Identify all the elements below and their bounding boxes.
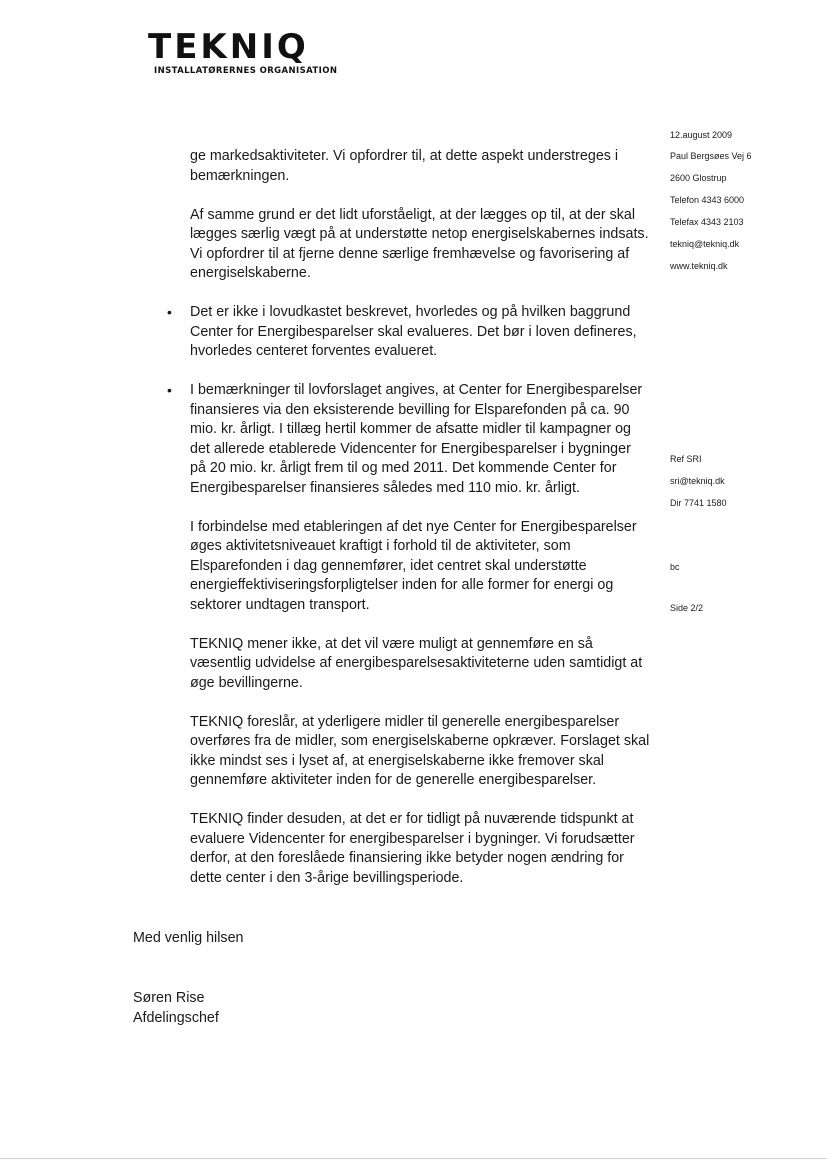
bullet-financing — [167, 381, 650, 498]
paragraph-activity-level: I forbindelse med etableringen af det nye Center for Energibesparelser øges aktivitetsniveauet kraftigt i forhold til de aktiviteter, som Elsparefonden i dag gennemfører, idet centret skal understøtte energieffektiviseringsforpligtelser inden for alle former for energi og sektorer undtagen transport. — [190, 518, 637, 613]
page-number: Side 2/2 — [670, 603, 704, 613]
signer-name: Søren Rise — [133, 990, 205, 1006]
sender-address: Paul Bergsøes Vej 6 — [670, 151, 752, 161]
logo-subtitle: INSTALLATØRERNES ORGANISATION — [154, 66, 338, 76]
signer-title: Afdelingschef — [133, 1010, 219, 1026]
paragraph-knowledge-center: TEKNIQ finder desuden, at det er for tidligt på nuværende tidspunkt at evaluere Videncenter for energibesparelser i bygninger. Vi forudsætter derfor, at den foreslåede finansiering ikke betyder nogen ændring for dette center i den 3-årige bevillingsperiode. — [190, 811, 635, 886]
tekniq-logo — [148, 28, 337, 76]
paragraph-proposal: TEKNIQ foreslår, at yderligere midler til generelle energibesparelser overføres fra de midler, som energiselskaberne opkræver. Forslaget skal ikke mindst ses i lyset af, at energiselskaberne ikke fremover skal gennemføre aktiviteter inden for de generelle energibesparelser. — [190, 713, 650, 788]
bullet-evaluation — [167, 303, 650, 362]
bullet-text: Det er ikke i lovudkastet beskrevet, hvorledes og på hvilken baggrund Center for Energibesparelser skal evalueres. Det bør i loven defineres, hvorledes centeret forventes evalueret. — [190, 304, 637, 359]
sender-email: tekniq@tekniq.dk — [670, 239, 740, 249]
reference-email: sri@tekniq.dk — [670, 476, 725, 486]
letter-date: 12.august 2009 — [670, 130, 733, 140]
bullet-marker: • — [167, 382, 172, 398]
paragraph-energy-companies: Af samme grund er det lidt uforståeligt, at der lægges op til, at der skal lægges særlig vægt på at understøtte netop energiselskabernes indsats. Vi opfordrer til at fjerne denne særlige fremhævelse og favorisering af energiselskaberne. — [190, 206, 649, 281]
reference: Ref SRI — [670, 454, 702, 464]
signature-block — [133, 988, 219, 1028]
sender-phone: Telefon 4343 6000 — [670, 195, 745, 205]
sender-fax: Telefax 4343 2103 — [670, 217, 744, 227]
direct-phone: Dir 7741 1580 — [670, 498, 727, 508]
paragraph-budget: TEKNIQ mener ikke, at det vil være muligt at gennemføre en så væsentlig udvidelse af energibesparelsesaktiviteterne uden samtidigt at øge bevillingerne. — [190, 635, 643, 691]
footer-divider — [0, 1158, 827, 1159]
sender-city: 2600 Glostrup — [670, 173, 727, 183]
closing-salutation: Med venlig hilsen — [133, 930, 244, 946]
bullet-text: I bemærkninger til lovforslaget angives, at Center for Energibesparelser finansieres via den eksisterende bevilling for Elsparefonden på ca. 90 mio. kr. årligt. I tillæg hertil kommer de afsatte midler til kampagner og det allerede etablerede Videncenter for Energibesparelser i bygninger på 20 mio. kr. årligt frem til og med 2011. Det kommende Center for Energibesparelser finansieres således med 110 mio. kr. årligt. — [190, 382, 643, 496]
logo-wordmark: TEKNIQ — [148, 27, 309, 67]
bullet-marker: • — [167, 304, 172, 320]
paragraph-continuation: ge markedsaktiviteter. Vi opfordrer til, at dette aspekt understreges i bemærkningen. — [190, 148, 619, 184]
sender-website: www.tekniq.dk — [670, 261, 728, 271]
copy-note: bc — [670, 562, 680, 572]
letter-body — [167, 147, 650, 908]
